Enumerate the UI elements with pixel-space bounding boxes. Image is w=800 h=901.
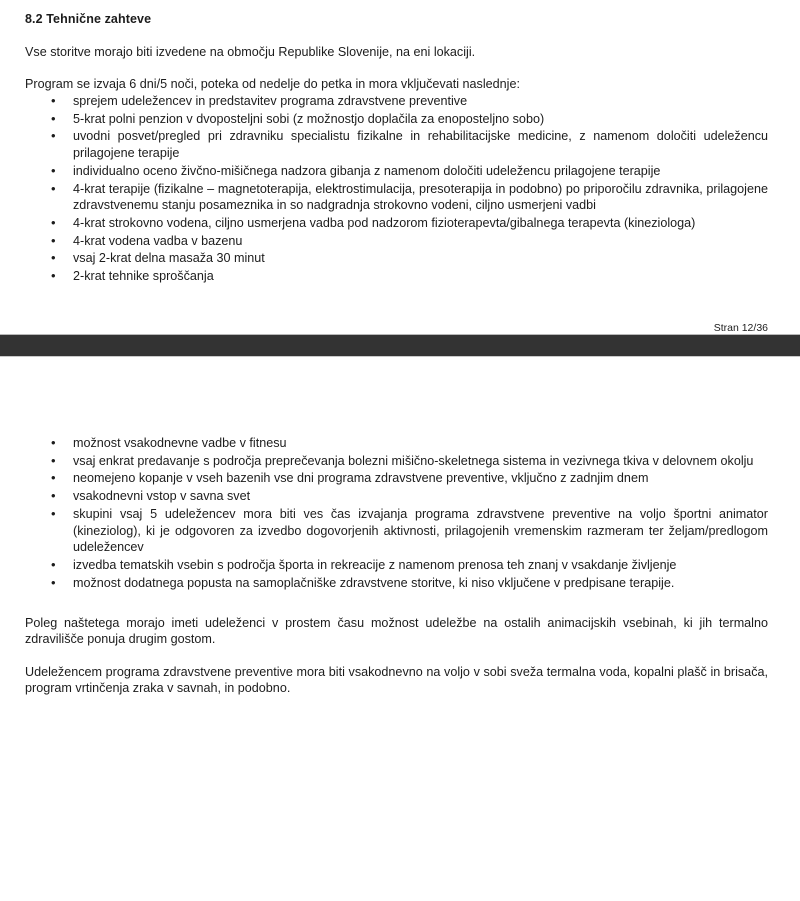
list-item: • individualno oceno živčno-mišičnega nadzora gibanja z namenom določiti udeležencu prilagojene terapije	[25, 163, 768, 180]
lead-in-paragraph: Program se izvaja 6 dni/5 noči, poteka od nedelje do petka in mora vključevati naslednje:	[25, 77, 520, 92]
section-heading: 8.2 Tehnične zahteve	[25, 12, 152, 26]
intro-paragraph: Vse storitve morajo biti izvedene na območju Republike Slovenije, na eni lokaciji.	[25, 44, 476, 59]
spacer	[0, 357, 800, 435]
list-item: • 2-krat tehnike sproščanja	[25, 268, 768, 285]
document-page-1	[0, 0, 800, 334]
list-item: • skupini vsaj 5 udeležencev mora biti ves čas izvajanja programa zdravstvene preventive na voljo športni animator (kineziolog), ki je odgovoren za izvedbo dogovorjenih aktivnosti, prilagojenih vremenskim razmeram ter željam/predlogom udeležencev	[25, 506, 768, 556]
list-item: • 4-krat vodena vadba v bazenu	[25, 233, 768, 250]
closing-paragraph-2: Udeležencem programa zdravstvene preventive mora biti vsakodnevno na voljo v sobi sveža termalna voda, kopalni plašč in brisača, program vrtinčenja zraka v savnah, in podobno.	[25, 664, 768, 696]
list-item: • 4-krat strokovno vodena, ciljno usmerjena vadba pod nadzorom fizioterapevta/gibalnega terapevta (kineziologa)	[25, 215, 768, 232]
list-item: • 5-krat polni penzion v dvoposteljni sobi (z možnostjo doplačila za enoposteljno sobo)	[25, 111, 768, 128]
list-item: • vsaj 2-krat delna masaža 30 minut	[25, 250, 768, 267]
spacer	[25, 648, 768, 664]
page-break-separator	[0, 334, 800, 357]
page-footer	[0, 286, 800, 334]
list-item: • 4-krat terapije (fizikalne – magnetoterapija, elektrostimulacija, presoterapija in podobno) po priporočilu zdravnika, prilagojene zdravstvenemu stanju posameznika in so nadgradnja strokovno vodeni, ciljno usmerjeni vadbi	[25, 181, 768, 214]
spacer	[25, 593, 768, 615]
list-item: • možnost vsakodnevne vadbe v fitnesu	[25, 435, 768, 452]
requirements-list-page-2	[25, 435, 768, 592]
requirements-list-page-1	[25, 93, 768, 285]
spacer	[25, 60, 768, 76]
list-item: • neomejeno kopanje v vseh bazenih vse dni programa zdravstvene preventive, vključno z zadnjim dnem	[25, 470, 768, 487]
list-item: • izvedba tematskih vsebin s področja športa in rekreacije z namenom prenosa teh znanj v vsakdanje življenje	[25, 557, 768, 574]
list-item: • vsaj enkrat predavanje s področja preprečevanja bolezni mišično-skeletnega sistema in vezivnega tkiva v delovnem okolju	[25, 453, 768, 470]
list-item: • možnost dodatnega popusta na samoplačniške zdravstvene storitve, ki niso vključene v predpisane terapije.	[25, 575, 768, 592]
list-item: • uvodni posvet/pregled pri zdravniku specialistu fizikalne in rehabilitacijske medicine, z namenom določiti udeležencu prilagojene terapije	[25, 128, 768, 161]
list-item: • sprejem udeležencev in predstavitev programa zdravstvene preventive	[25, 93, 768, 110]
page-number-label: Stran 12/36	[713, 321, 768, 334]
list-item: • vsakodnevni vstop v savna svet	[25, 488, 768, 505]
closing-paragraph-1: Poleg naštetega morajo imeti udeleženci v prostem času možnost udeležbe na ostalih animacijskih vsebinah, ki jih termalno zdravilišče ponuja drugim gostom.	[25, 615, 768, 647]
document-page-2	[0, 357, 800, 697]
spacer	[25, 28, 768, 44]
